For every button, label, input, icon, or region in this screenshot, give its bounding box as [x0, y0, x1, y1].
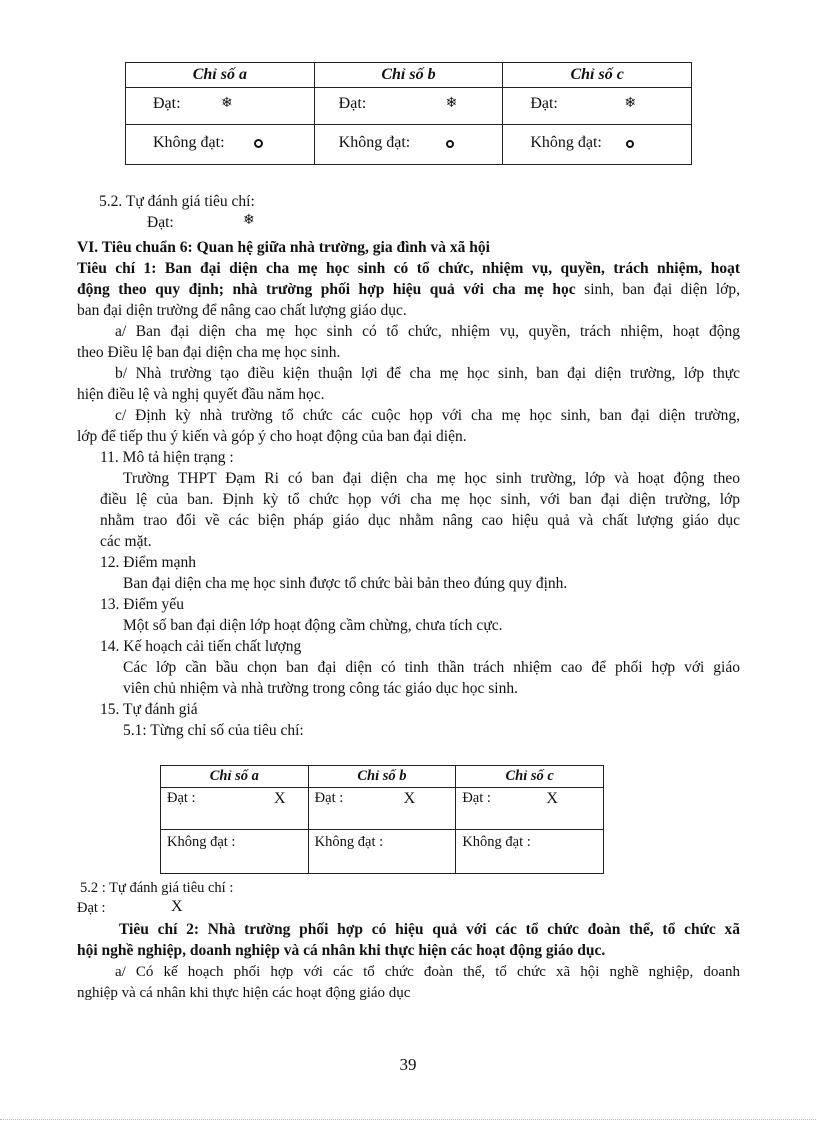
page-bottom-border: [0, 1119, 816, 1120]
table1-cell-khongdat-b: [314, 125, 503, 165]
criterion-2-a-line2: nghiệp và cá nhân khi thực hiện các hoạt động giáo dục: [77, 985, 411, 1001]
khong-dat-label: Không đạt :: [167, 834, 236, 850]
table1-header-c: Chỉ số c: [503, 63, 692, 88]
table1-cell-dat-a: [126, 88, 315, 125]
section-11-line3: nhằm trao đổi về các biện pháp giáo dục nhằm nâng cao hiệu quả và chất lượng giáo dục: [100, 512, 740, 529]
section-12-text: Ban đại diện cha mẹ học sinh được tổ chức bài bản theo đúng quy định.: [123, 575, 568, 592]
snowflake-icon: ❄: [624, 95, 637, 111]
section-11-line1: Trường THPT Đạm Ri có ban đại diện cha mẹ học sinh trường, lớp và hoạt động theo: [123, 470, 740, 487]
table2-cell-khongdat-c: [456, 830, 604, 874]
criterion-2-title-line2: hội nghề nghiệp, doanh nghiệp và cá nhân khi thực hiện các hoạt động giáo dục.: [77, 942, 606, 959]
criterion-1-b-line1: b/ Nhà trường tạo điều kiện thuận lợi để cha mẹ học sinh, ban đại diện trường, lớp thực: [115, 365, 740, 382]
khong-dat-label: Không đạt:: [338, 134, 411, 151]
section-12-title: 12. Điểm mạnh: [100, 554, 196, 571]
table1-header-b: Chỉ số b: [314, 63, 503, 88]
page-number: 39: [399, 1055, 417, 1074]
section-11-title: 11. Mô tả hiện trạng :: [100, 449, 234, 466]
x-mark: X: [171, 898, 183, 915]
table2-header-a: Chỉ số a: [161, 766, 309, 788]
khong-dat-label: Không đạt :: [314, 834, 384, 850]
dat-label: Đạt:: [153, 95, 181, 112]
criterion-2-title-line1: Tiêu chí 2: Nhà trường phối hợp có hiệu quả với các tổ chức đoàn thể, tổ chức xã: [119, 921, 740, 938]
criterion-1-title-line3: ban đại diện trường để nâng cao chất lượng giáo dục.: [77, 302, 407, 319]
criterion-1-title-line2: [77, 280, 740, 300]
criterion-2-a-line1: a/ Có kế hoạch phối hợp với các tổ chức đoàn thể, tổ chức xã hội nghề nghiệp, doanh: [115, 964, 740, 980]
khong-dat-label: Không đạt :: [462, 834, 531, 850]
criterion-1-a-line2: theo Điều lệ ban đại diện cha mẹ học sinh.: [77, 344, 341, 361]
khong-dat-label: Không đạt:: [530, 134, 602, 151]
table2-header-b: Chỉ số b: [308, 766, 456, 788]
section-15-1: 5.1: Từng chỉ số của tiêu chí:: [123, 722, 304, 739]
table1-cell-khongdat-c: [503, 125, 692, 165]
dat-label: Đạt :: [167, 790, 196, 806]
table2-cell-khongdat-a: [161, 830, 309, 874]
table2-cell-dat-b: [308, 788, 456, 830]
section-5-2-title: 5.2. Tự đánh giá tiêu chí:: [99, 193, 255, 210]
ring-icon: [626, 140, 634, 148]
section-11-line4: các mặt.: [100, 533, 152, 550]
section-13-text: Một số ban đại diện lớp hoạt động cầm chừng, chưa tích cực.: [123, 617, 503, 634]
criterion-1-c-line2: lớp để tiếp thu ý kiến và góp ý cho hoạt động của ban đại diện.: [77, 428, 467, 445]
x-mark: X: [546, 790, 558, 807]
table1-cell-khongdat-a: [126, 125, 315, 165]
dat-label: Đạt :: [314, 790, 344, 806]
section-15-title: 15. Tự đánh giá: [100, 701, 198, 718]
table2-cell-dat-c: [456, 788, 604, 830]
snowflake-icon: ❄: [221, 95, 233, 111]
criterion-1-b-line2: hiện điều lệ và nghị quyết đầu năm học.: [77, 386, 325, 403]
table2-cell-dat-a: [161, 788, 309, 830]
section-11-line2: điều lệ của ban. Định kỳ tổ chức họp với cha mẹ học sinh, với ban đại diện trường, lớp: [100, 491, 740, 508]
section-5-2b-title: 5.2 : Tự đánh giá tiêu chí :: [80, 880, 234, 896]
table2-cell-khongdat-b: [308, 830, 456, 874]
dat-label: Đạt:: [338, 95, 367, 112]
dat-label: Đạt :: [462, 790, 491, 806]
criterion-1-a-line1: a/ Ban đại diện cha mẹ học sinh có tổ chức, nhiệm vụ, quyền, trách nhiệm, hoạt động: [115, 323, 740, 340]
dat-label: Đạt:: [530, 95, 558, 112]
section-14-line2: viên chủ nhiệm và nhà trường trong công tác giáo dục học sinh.: [123, 680, 518, 697]
section-5-2-dat-label: Đạt:: [147, 214, 174, 231]
criterion-1-title-line1: Tiêu chí 1: Ban đại diện cha mẹ học sinh có tổ chức, nhiệm vụ, quyền, trách nhiệm, hoạt: [77, 260, 740, 277]
standard-6-heading: VI. Tiêu chuẩn 6: Quan hệ giữa nhà trường, gia đình và xã hội: [77, 239, 490, 256]
ring-icon: [254, 139, 263, 148]
ring-icon: [446, 140, 454, 148]
x-mark: X: [403, 790, 416, 807]
section-14-line1: Các lớp cần bầu chọn ban đại diện có tinh thần trách nhiệm cao để phối hợp với giáo: [123, 659, 740, 676]
khong-dat-label: Không đạt:: [153, 134, 225, 151]
criterion-1-c-line1: c/ Định kỳ nhà trường tổ chức các cuộc họp với cha mẹ học sinh, ban đại diện trường,: [115, 407, 740, 424]
snowflake-icon: ❄: [445, 95, 458, 111]
x-mark: X: [274, 790, 286, 807]
table2-header-c: Chỉ số c: [456, 766, 604, 788]
criteria-table-2: [160, 765, 604, 874]
criterion-1-title-line2-rest: sinh, ban đại diện lớp,: [575, 281, 740, 298]
table1-cell-dat-c: [503, 88, 692, 125]
table1-cell-dat-b: [314, 88, 503, 125]
section-14-title: 14. Kế hoạch cải tiến chất lượng: [100, 638, 302, 655]
table1-header-a: Chỉ số a: [126, 63, 315, 88]
snowflake-icon: ❄: [243, 212, 255, 228]
section-13-title: 13. Điểm yếu: [100, 596, 184, 613]
section-5-2b-dat-label: Đạt :: [77, 900, 106, 916]
criterion-1-title-line2-bold: động theo quy định; nhà trường phối hợp hiệu quả với cha mẹ học: [77, 281, 576, 298]
criteria-table-1: [125, 62, 692, 165]
